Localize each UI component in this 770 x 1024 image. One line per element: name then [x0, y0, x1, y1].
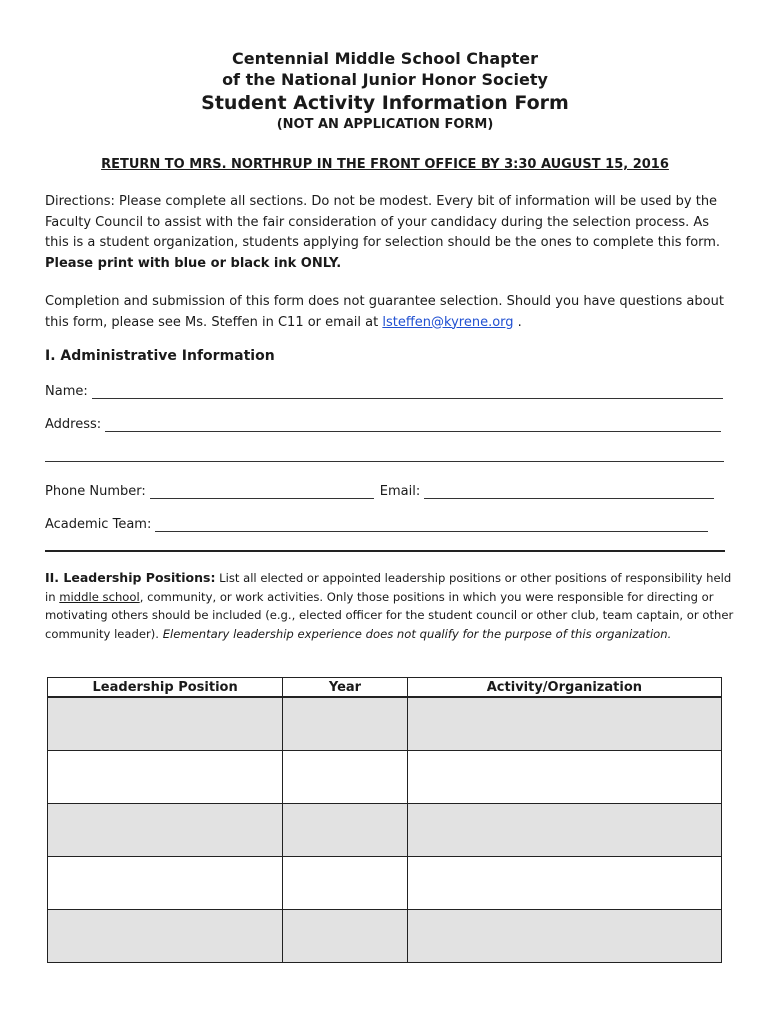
chapter-name: Centennial Middle School Chapter: [231, 49, 539, 68]
year-cell[interactable]: [283, 697, 408, 751]
section-2-text-2: , community, or work activities. Only those positions in which you were responsible for directing or motivating others should be included (e.g., elected officer for the student council or other club, team captain, or other community leader).: [45, 589, 734, 642]
section-2-underlined: middle school: [59, 589, 140, 604]
society-name: of the National Junior Honor Society: [222, 70, 548, 89]
year-cell[interactable]: [283, 751, 408, 804]
academic-team-label: Academic Team:: [45, 517, 152, 532]
table-header-row: [48, 678, 722, 698]
address-field[interactable]: [105, 418, 721, 432]
email-field[interactable]: [424, 485, 714, 499]
academic-team-row: [45, 514, 708, 532]
organization-cell[interactable]: [407, 804, 721, 857]
address-field-row: [45, 414, 721, 432]
phone-field[interactable]: [150, 485, 374, 499]
email-label: Email:: [379, 484, 421, 499]
position-cell[interactable]: [48, 910, 283, 963]
section-1-title: I. Administrative Information: [45, 348, 275, 364]
year-cell[interactable]: [283, 804, 408, 857]
academic-team-field[interactable]: [155, 518, 708, 532]
phone-label: Phone Number:: [45, 484, 146, 499]
section-2-paragraph: [45, 569, 735, 644]
section-2-text-1: List all elected or appointed leadership positions or other positions of responsibility held in: [45, 571, 732, 604]
name-label: Name:: [45, 384, 88, 399]
table-row: [48, 751, 722, 804]
position-cell[interactable]: [48, 857, 283, 910]
organization-cell[interactable]: [407, 857, 721, 910]
address-field-line-2[interactable]: [45, 461, 724, 462]
header-leadership-position: Leadership Position: [48, 678, 283, 698]
table-row: [48, 910, 722, 963]
completion-text: Completion and submission of this form does not guarantee selection. Should you have questions about this form, please see Ms. Steffen in C11 or email at: [45, 294, 724, 330]
table-row: [48, 804, 722, 857]
organization-cell[interactable]: [407, 697, 721, 751]
ink-instruction: Please print with blue or black ink ONLY.: [45, 255, 342, 271]
leadership-table: [47, 677, 722, 963]
form-title: Student Activity Information Form: [201, 92, 569, 114]
name-field[interactable]: [92, 385, 723, 399]
name-field-row: [45, 381, 723, 399]
address-label: Address:: [45, 417, 102, 432]
directions-paragraph: [45, 192, 735, 274]
form-header: [0, 48, 770, 134]
table-row: [48, 857, 722, 910]
completion-end: .: [513, 314, 522, 330]
section-divider: [45, 550, 725, 552]
table-row: [48, 697, 722, 751]
contact-email-link[interactable]: lsteffen@kyrene.org: [382, 314, 514, 330]
form-subtitle: (NOT AN APPLICATION FORM): [276, 117, 494, 132]
year-cell[interactable]: [283, 857, 408, 910]
organization-cell[interactable]: [407, 751, 721, 804]
phone-email-row: [45, 481, 714, 499]
completion-paragraph: [45, 292, 735, 333]
section-2-note: Elementary leadership experience does not qualify for the purpose of this organization.: [162, 627, 672, 642]
directions-text: Directions: Please complete all sections. Do not be modest. Every bit of information will be used by the Faculty Council to assist with the fair consideration of your candidacy during the selection process. As this is a student organization, students applying for selection should be the ones to complete this form.: [45, 194, 721, 250]
return-notice: RETURN TO MRS. NORTHRUP IN THE FRONT OFFICE BY 3:30 AUGUST 15, 2016: [101, 157, 669, 172]
year-cell[interactable]: [283, 910, 408, 963]
position-cell[interactable]: [48, 804, 283, 857]
header-activity-organization: Activity/Organization: [407, 678, 721, 698]
organization-cell[interactable]: [407, 910, 721, 963]
header-year: Year: [283, 678, 408, 698]
position-cell[interactable]: [48, 697, 283, 751]
section-2-title: II. Leadership Positions:: [45, 570, 216, 585]
position-cell[interactable]: [48, 751, 283, 804]
